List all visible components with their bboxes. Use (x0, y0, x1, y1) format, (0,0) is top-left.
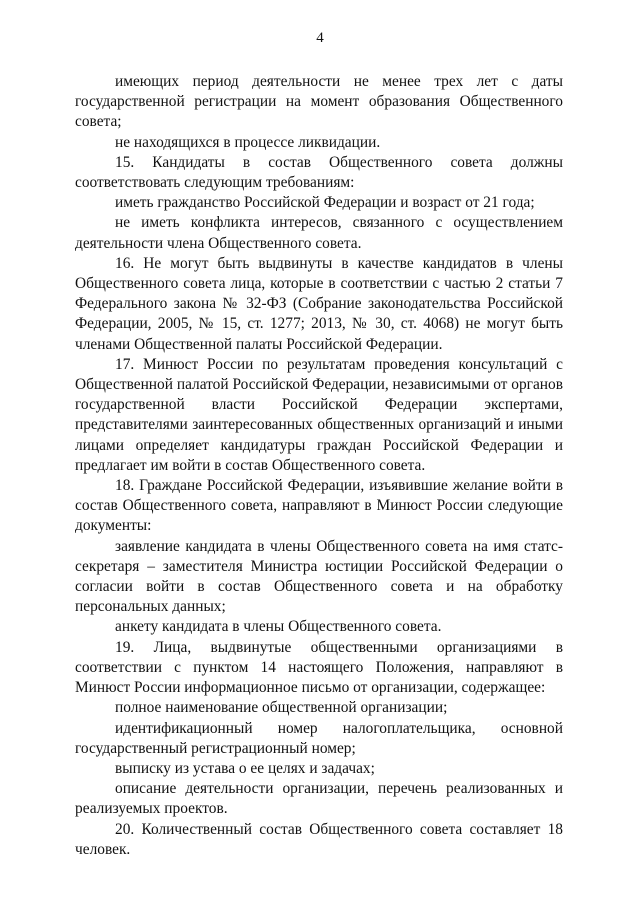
paragraph: анкету кандидата в члены Общественного совета. (115, 618, 442, 636)
paragraph-clause-18: 18. Граждане Российской Федерации, изъявившие желание войти в состав Общественного совета, направляют в Минюст России следующие документы: (75, 477, 563, 535)
paragraph-clause-19: 19. Лица, выдвинутые общественными организациями в соответствии с пунктом 14 настоящего Положения, направляют в Минюст России информационное письмо от организации, содержащее: (75, 638, 563, 697)
document-body (75, 72, 563, 860)
paragraph: не иметь конфликта интересов, связанного с осуществлением деятельности члена Общественного совета. (75, 214, 563, 252)
paragraph: описание деятельности организации, перечень реализованных и реализуемых проектов. (75, 780, 563, 818)
paragraph: полное наименование общественной организации; (115, 699, 448, 717)
paragraph: имеющих период деятельности не менее трех лет с даты государственной регистрации на момент образования Общественного совета; (75, 73, 563, 131)
paragraph: заявление кандидата в члены Общественного совета на имя статс-секретаря – заместителя Министра юстиции Российской Федерации о согласии войти в состав Общественного совета и на обработку персональных данных; (75, 537, 563, 616)
page-number: 4 (316, 30, 324, 46)
paragraph: идентификационный номер налогоплательщика, основной государственный регистрационный номер; (75, 719, 563, 757)
paragraph: выписку из устава о ее целях и задачах; (115, 759, 375, 777)
paragraph-clause-17: 17. Минюст России по результатам проведения консультаций с Общественной палатой Российской Федерации, независимыми от органов государственной власти Российской Федерации экспертами, представителями заинтересованных общественных организаций и иными лицами определяет кандидатуры граждан Российской Федерации и предлагает им войти в состав Общественного совета. (75, 355, 563, 474)
paragraph-clause-20: 20. Количественный состав Общественного совета составляет 18 человек. (75, 820, 563, 858)
paragraph: не находящихся в процессе ликвидации. (115, 133, 381, 151)
paragraph-clause-16: 16. Не могут быть выдвинуты в качестве кандидатов в члены Общественного совета лица, которые в соответствии с частью 2 статьи 7 Федерального закона № 32-ФЗ (Собрание законодательства Российской Федерации, 2005, № 15, ст. 1277; 2013, № 30, ст. 4068) не могут быть членами Общественной палаты Российской Федерации. (75, 254, 563, 353)
paragraph: иметь гражданство Российской Федерации и возраст от 21 года; (115, 194, 535, 212)
paragraph-clause-15: 15. Кандидаты в состав Общественного совета должны соответствовать следующим требованиям: (75, 153, 563, 192)
